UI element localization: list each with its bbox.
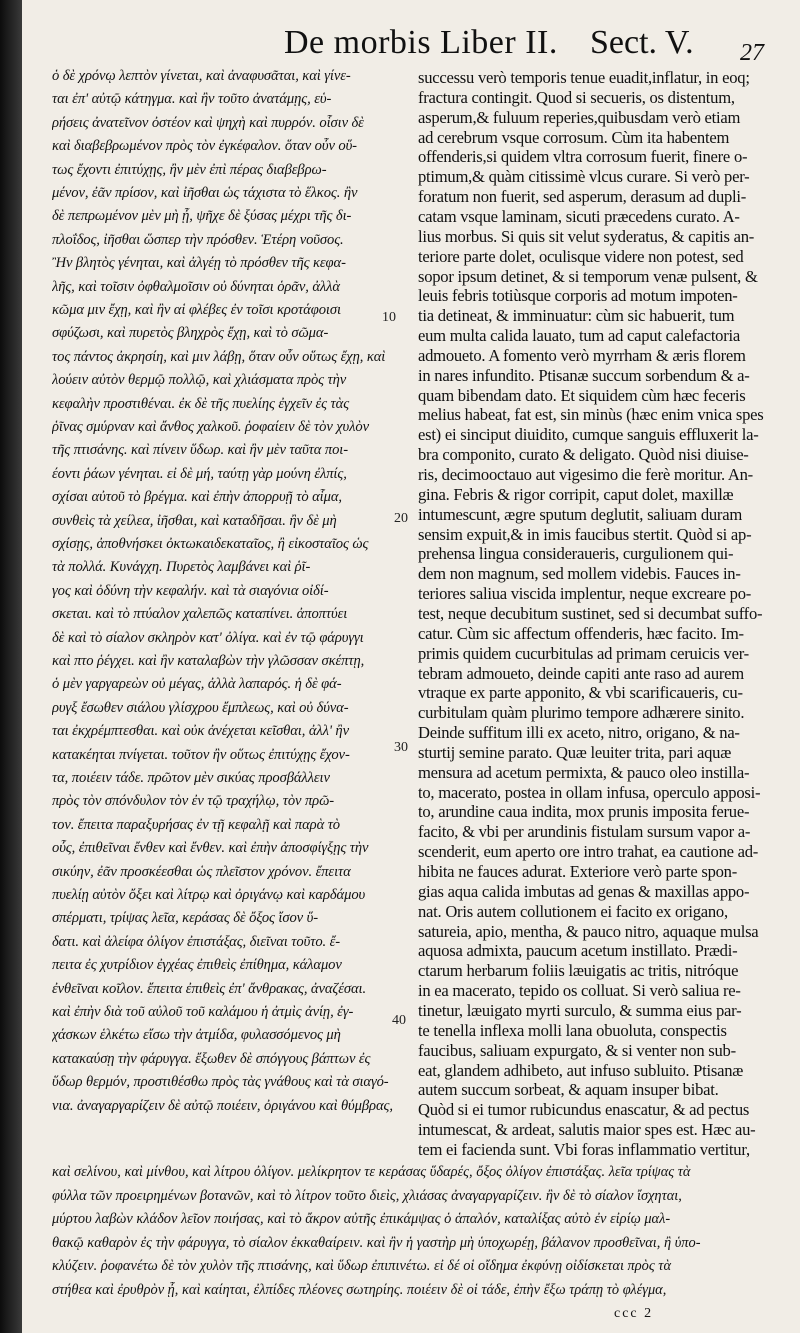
- latin-text-line: sturtij semine parato. Quæ leuiter trita, pari aquæ: [418, 742, 732, 762]
- greek-text-line: νια. ἀναγαργαρίζειν δὲ αὐτῷ ποιέειν, ὀριγάνου καὶ θύμβρας,: [52, 1097, 393, 1114]
- greek-text-line: πρὸς τὸν σπόνδυλον τὸν ἐν τῷ τραχήλῳ, τὸν πρῶ-: [52, 793, 335, 810]
- latin-text-line: eum multa calida lauato, tum ad caput calefactoria: [418, 326, 740, 346]
- greek-text-line: δὲ καὶ τὸ σίαλον σκληρὸν κατ' ὀλίγα. καὶ ἐν τῷ φάρυγγι: [52, 629, 364, 646]
- latin-text-line: to, arundine caua indita, mox prunis imposita ferue-: [418, 802, 750, 822]
- latin-text-line: lius morbus. Si quis sit velut syderatus, & capitis an-: [418, 226, 755, 246]
- section-label: Sect. V.: [590, 24, 694, 61]
- latin-text-line: sensim expuit,& in imis faucibus stertit. Quòd si ap-: [418, 524, 752, 544]
- greek-text-line: τως ἔχοντι ἐπιτύχῃς, ἢν μὲν ἐπὶ πέρας διαβεβρω-: [52, 161, 327, 178]
- running-title: De morbis Liber II.: [284, 24, 558, 61]
- greek-text-line: καὶ ἐπὴν διὰ τοῦ αὐλοῦ τοῦ καλάμου ἡ ἀτμὶς ἀνίῃ, ἐγ-: [52, 1004, 354, 1020]
- greek-text-line: σκεται. καὶ τὸ πτύαλον χαλεπῶς καταπίνει. ἀποπτύει: [52, 606, 348, 623]
- latin-text-line: admoueto. A fomento verò myrrham & æris florem: [418, 345, 746, 365]
- greek-text-line: ρυγξ ἔσωθεν σιάλου γλίσχρου ἔμπλεως, καὶ οὐ δύνα-: [52, 699, 349, 716]
- latin-text-line: to, macerato, postea in ollam infusa, operculo apposi-: [418, 782, 761, 802]
- latin-text-line: dem non magnum, sed mollem videbis. Fauces in-: [418, 564, 741, 584]
- latin-text-line: prehensa lingua consideraueris, curgulionem qui-: [418, 544, 734, 564]
- latin-text-line: melius habeat, fat est, sin minùs (hæc enim vnica spes: [418, 405, 764, 425]
- latin-text-line: bra componito, curato & deligato. Quòd nisi diuise-: [418, 445, 749, 465]
- latin-text-line: offenderis,si quidem vltra corrosum fuerit, finere o-: [418, 147, 748, 167]
- latin-text-line: fractura contingit. Quod si secueris, os distentum,: [418, 87, 735, 107]
- latin-text-line: foratum non fuerit, sed asperum, derasum ad dupli-: [418, 187, 747, 207]
- book-spine-shadow: [0, 0, 22, 1333]
- greek-text-line: καὶ διαβεβρωμένον πρὸς τὸν ἐγκέφαλον. ὅταν οὖν οὕ-: [52, 138, 357, 155]
- greek-text-line: ρήσεις ἀνατεῖνον ὀστέον καὶ ψηχὴ καὶ πυρρόν. οἷσιν δὲ: [52, 114, 364, 131]
- greek-text-line: σικύην, ἐᾶν προσκέεσθαι ὡς πλεῖστον χρόνον. ἔπειτα: [52, 863, 351, 880]
- line-number-20: 20: [394, 511, 408, 526]
- latin-text-line: hibita ne fauces adurat. Exteriore verò parte spon-: [418, 862, 737, 881]
- latin-text-line: ris, decimooctauo aut vigesimo die ferè moritur. An-: [418, 465, 753, 484]
- latin-text-line: ptimum,& quàm citissimè vlcus curare. Si verò per-: [418, 167, 750, 187]
- latin-text-line: teriore parte dolet, oculisque videre non potest, sed: [418, 246, 744, 266]
- greek-text-line: κατακαύσῃ τὴν φάρυγγα. ἔξωθεν δὲ σπόγγους βάπτων ἐς: [52, 1050, 371, 1067]
- greek-text-line: δὲ πεπρωμένον μὲν μὴ ᾖ, ψῆχε δὲ ξύσας μέχρι τῆς δι-: [52, 208, 352, 225]
- page-number: 27: [740, 40, 764, 66]
- latin-text-line: Deinde suffitum illi ex aceto, nitro, origano, & na-: [418, 723, 740, 743]
- latin-text-line: sopor ipsum detinet, & si temporum venæ pulsent, &: [418, 266, 758, 286]
- greek-text-column: [52, 68, 410, 1258]
- line-number-30: 30: [394, 740, 408, 755]
- greek-text-line: τα, ποιέειν τάδε. πρῶτον μὲν σικύας προσβάλλειν: [52, 770, 330, 786]
- greek-text-line: σφύζωσι, καὶ πυρετὸς βληχρὸς ἔχῃ, καὶ τὸ σῶμα-: [52, 325, 329, 342]
- greek-text-line: οὖς, ἐπιθεῖναι ἔνθεν καὶ ἔνθεν. καὶ ἐπὴν ἀποσφίγξῃς τὴν: [52, 840, 369, 857]
- signature-mark: ccc 2: [614, 1306, 654, 1321]
- greek-text-line: καὶ πτο ῥέγχει. καὶ ἢν καταλαβὼν τὴν γλῶσσαν σκέπτῃ,: [52, 653, 365, 669]
- latin-text-line: intumescat, & ardeat, salutis maior spes est. Hæc au-: [418, 1120, 756, 1140]
- latin-text-line: intumescunt, ægre sputum deglutit, saliuam duram: [418, 504, 742, 524]
- line-number-10: 10: [382, 310, 396, 325]
- latin-text-line: vtraque ex parte apponito, & vbi scarificaueris, cu-: [418, 683, 743, 703]
- latin-text-line: in nares infundito. Ptisanæ succum sorbendum & a-: [418, 365, 750, 385]
- greek-text-line: τος πάντος ἀκρησίη, καὶ μιν λάβῃ, ὅταν οὖν οὕτως ἔχῃ, καὶ: [52, 348, 386, 365]
- greek-text-line: κατακέηται πνίγεται. τοῦτον ἢν οὕτως ἐπιτύχῃς ἔχον-: [52, 746, 350, 763]
- latin-text-line: tem ei facienda sunt. Vbi foras inflammatio vertitur,: [418, 1139, 750, 1159]
- latin-text-line: catur. Cùm sic affectum offenderis, hæc facito. Im-: [418, 623, 744, 643]
- greek-text-line: τῆς πτισάνης. καὶ πίνειν ὕδωρ. καὶ ἢν μὲν ταῦτα ποι-: [52, 442, 349, 459]
- greek-text-line: ὁ μὲν γαργαρεὼν οὐ μέγας, ἀλλὰ λαπαρός. ἡ δὲ φά-: [52, 676, 342, 693]
- greek-text-line: μένον, ἐᾶν πρίσον, καὶ ἰῆσθαι ὡς τάχιστα τὸ ἕλκος. ἢν: [52, 185, 358, 201]
- latin-text-line: quam bibendam dato. Et siquidem cùm hæc feceris: [418, 385, 746, 405]
- greek-text-line: πειτα ἐς χυτρίδιον ἐγχέας ἐπιθεὶς ἐπίθημα, κάλαμον: [52, 957, 342, 974]
- greek-text-line: Ἢν βλητὸς γένηται, καὶ ἀλγέῃ τὸ πρόσθεν τῆς κεφα-: [52, 255, 346, 272]
- greek-text-line: πλοΐδος, ἰῆσθαι ὥσπερ τὴν πρόσθεν. Ἑτέρη νοῦσος.: [52, 231, 344, 248]
- greek-text-line: χάσκων ἑλκέτω εἴσω τὴν ἀτμίδα, φυλασσόμενος μὴ: [52, 1027, 341, 1044]
- greek-text-line: κεφαλὴν προστιθέναι. ἐκ δὲ τῆς πυελίης ἐγχεῖν ἐς τὰς: [52, 395, 350, 412]
- greek-text-line: ὁ δὲ χρόνῳ λεπτὸν γίνεται, καὶ ἀναφυσᾶται, καὶ γίνε-: [52, 68, 351, 84]
- latin-text-line: facito, & vbi per arundinis fistulam sursum vapor a-: [418, 822, 751, 842]
- greek-text-line: σπέρματι, τρίψας λεῖα, κεράσας δὲ ὄξος ἴσον ὕ-: [52, 910, 318, 927]
- greek-text-line: στήθεα καὶ ἐρυθρὸν ᾖ, καὶ καίηται, ἐλπίδες πλέονες σωτηρίης. ποιέειν δὲ οἱ τάδε, ἐπὴν ἔξω τράπῃ τὸ φλέγμα,: [52, 1281, 667, 1298]
- latin-text-line: eat, glandem adhibeto, aut infuso subluito. Ptisanæ: [418, 1060, 744, 1080]
- latin-text-line: successu verò temporis tenue euadit,inflatur, in eoq;: [418, 68, 750, 87]
- latin-text-line: gina. Febris & rigor corripit, caput dolet, maxillæ: [418, 484, 734, 504]
- greek-text-line: τον. ἔπειτα παραξυρήσας ἐν τῇ κεφαλῇ καὶ παρὰ τὸ: [52, 816, 341, 833]
- latin-text-line: scenderit, eum aperto ore intro trahat, ea cautione ad-: [418, 842, 759, 862]
- page-header: [22, 14, 800, 70]
- latin-text-line: curbitulam quàm plurimo tempore adhærere sinito.: [418, 703, 745, 723]
- greek-text-line: θακῷ καθαρὸν ἐς τὴν φάρυγγα, τὸ σίαλον ἐκκαθαίρειν. καὶ ἢν ἡ γαστὴρ μὴ ὑποχωρέῃ, βάλανον προσθεῖναι, ἢ ὑπο-: [52, 1234, 701, 1251]
- latin-text-line: tia detineat, & imminuatur: cùm sic habuerit, tum: [418, 306, 735, 326]
- latin-text-line: primis quidem cucurbitulas ad primam ceruicis ver-: [418, 643, 749, 663]
- greek-text-line: έοντι ῥάων γένηται. εἰ δὲ μή, ταύτῃ γὰρ μούνη ἐλπίς,: [52, 465, 347, 482]
- latin-text-line: teriores saliua viscida implentur, neque excreare po-: [418, 584, 752, 604]
- line-number-40: 40: [392, 1013, 406, 1028]
- latin-text-line: te tenella inflexa molli lana obuoluta, conspectis: [418, 1020, 727, 1040]
- book-page: [22, 0, 800, 1333]
- greek-text-line: ται ἐκχρέμπτεσθαι. καὶ οὐκ ἀνέχεται κεῖσθαι, ἀλλ' ἢν: [52, 723, 349, 740]
- greek-text-line: κλύζειν. ῥοφανέτω δὲ τὸν χυλὸν τῆς πτισάνης, καὶ ὕδωρ ἐπιπινέτω. εἰ δέ οἱ οἴδημα ἐκφύνῃ οἰδίσκεται πρὸς τὰ: [52, 1258, 671, 1274]
- greek-text-line: καὶ σελίνου, καὶ μίνθου, καὶ λίτρου ὀλίγον. μελίκρητον τε κεράσας ὕδαρές, ὄξος ὀλίγον ἐπιστάξας. λεῖα τρίψας τὰ: [52, 1164, 691, 1180]
- latin-text-line: satureia, apio, mentha, & pauco nitro, aquaque mulsa: [418, 921, 759, 941]
- latin-text-column: [418, 68, 786, 1258]
- greek-text-line: ὕδωρ θερμόν, προστιθέσθω πρὸς τὰς γνάθους καὶ τὰ σιαγό-: [52, 1074, 389, 1091]
- latin-text-line: autem succum sorbeat, & aquam insuper bibat.: [418, 1080, 719, 1100]
- latin-text-line: ctarum herbarum foliis læuigatis ac tritis, nitróque: [418, 961, 739, 981]
- latin-text-line: asperum,& fuluum reperies,quibusdam verò etiam: [418, 107, 741, 127]
- latin-text-line: ad cerebrum vsque corrosum. Cùm ita habentem: [418, 127, 730, 147]
- latin-text-line: faucibus, saliuam expurgato, & si venter non sub-: [418, 1040, 736, 1060]
- greek-text-line: λῆς, καὶ τοῖσιν ὀφθαλμοῖσιν οὐ δύνηται ὁρᾶν, ἀλλὰ: [52, 278, 340, 295]
- greek-text-line: ἐνθεῖναι κοῖλον. ἔπειτα ἐπιθεὶς ἐπ' ἄνθρακας, ἀναζέσαι.: [52, 980, 367, 997]
- latin-text-line: gias aqua calida imbutas ad genas & maxillas appo-: [418, 881, 750, 901]
- greek-text-line: σχίσαι αὐτοῦ τὸ βρέγμα. καὶ ἐπὴν ἀπορρυῇ τὸ αἷμα,: [52, 489, 342, 506]
- latin-text-line: in ea macerato, tepido os colluat. Si verò saliua re-: [418, 981, 741, 1001]
- latin-text-line: leuis febris totiùsque corporis ad motum impoten-: [418, 286, 738, 306]
- greek-text-line: τὰ πολλά. Κυνάγχη. Πυρετὸς λαμβάνει καὶ ῥῖ-: [52, 559, 311, 576]
- latin-text-line: Quòd si ei tumor rubicundus enascatur, & ad pectus: [418, 1100, 750, 1120]
- latin-text-line: mensura ad acetum permixta, & pauco oleo instilla-: [418, 762, 750, 782]
- greek-text-line: γος καὶ ὀδύνη τὴν κεφαλήν. καὶ τὰ σιαγόνια οἰδί-: [52, 582, 329, 599]
- latin-text-line: catam vsque laminam, sicuti præcedens curato. A-: [418, 206, 740, 226]
- latin-text-line: tinetur, læuigato myrti surculo, & summa eius par-: [418, 1000, 742, 1020]
- latin-text-line: test, neque decubitum sustinet, sed si decumbat suffo-: [418, 603, 763, 623]
- greek-text-line: ῥῖνας σμύρναν καὶ ἄνθος χαλκοῦ. ῥοφαίειν δὲ τὸν χυλὸν: [52, 419, 369, 435]
- latin-text-line: est) ei sinciput diuidito, cumque sanguis effluxerit la-: [418, 425, 759, 445]
- latin-text-line: nat. Oris autem collutionem ei facito ex origano,: [418, 901, 728, 921]
- greek-text-line: κῶμα μιν ἔχῃ, καὶ ἢν αἱ φλέβες ἐν τοῖσι κροτάφοισι: [52, 302, 341, 318]
- greek-text-line: ται ἐπ' αὐτῷ κάτηγμα. καὶ ἢν τοῦτο ἀνατάμῃς, εὑ-: [52, 91, 332, 108]
- greek-text-line: σχίσῃς, ἀποθνήσκει ὀκτωκαιδεκαταῖος, ἢ εἰκοσταῖος ὡς: [52, 536, 369, 552]
- greek-text-line: λούειν αὐτὸν θερμῷ πολλῷ, καὶ χλιάσματα πρὸς τὴν: [52, 372, 347, 389]
- greek-text-line: πυελίῃ αὐτὸν ὄξει καὶ λίτρῳ καὶ ὀριγάνῳ καὶ καρδάμου: [52, 887, 366, 903]
- greek-text-line: μύρτου λαβὼν κλάδον λεῖον ποιήσας, καὶ τὸ ἄκρον αὐτῆς ἐπικάμψας ὁ ἁπαλόν, καταλίξας αὐτὸ ἐν εἰρίῳ μαλ-: [52, 1211, 671, 1227]
- greek-text-line: φύλλα τῶν προειρημένων βοτανῶν, καὶ τὸ λίτρον τοῦτο διεὶς, χλιάσας ἀναγαργαρίζειν. ἢν δὲ τὸ σίαλον ἴσχηται,: [52, 1187, 682, 1204]
- latin-text-line: aquosa admixta, paucum acetum instillato. Prædi-: [418, 941, 738, 961]
- greek-text-line: δατι. καὶ ἀλείφα ὀλίγον ἐπιστάξας, διεῖναι τοῦτο. ἔ-: [52, 933, 341, 950]
- latin-text-line: tebram admoueto, deinde capiti ante raso ad aurem: [418, 663, 744, 683]
- greek-text-line: συνθεὶς τὰ χείλεα, ἰῆσθαι, καὶ καταδῆσαι. ἢν δὲ μὴ: [52, 512, 337, 529]
